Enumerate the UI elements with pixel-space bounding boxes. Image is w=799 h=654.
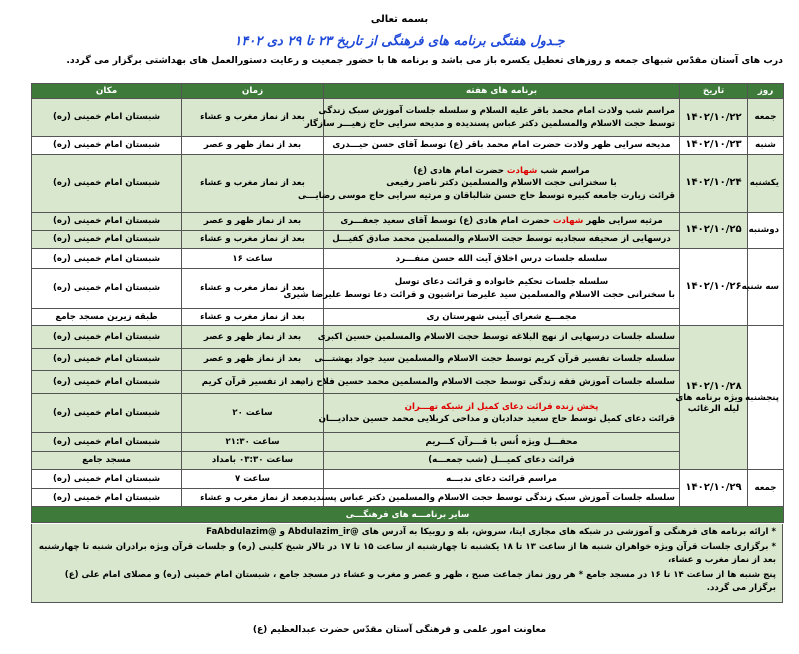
time-cell: بعد از نماز ظهر و عصر — [182, 348, 324, 371]
date-cell: ۱۴۰۲/۱۰/۲۵ — [680, 212, 748, 248]
date-cell: ۱۴۰۲/۱۰/۲۲ — [680, 99, 748, 136]
program-cell: مجمـــع شعرای آیینی شهرستان ری — [324, 308, 680, 326]
program-cell: محفـــل ویژه اُنس با قـــرآن کـــریم — [324, 433, 680, 452]
table-row — [32, 433, 784, 452]
table-row — [32, 231, 784, 249]
day-cell: جمعه — [748, 470, 784, 507]
program-cell — [283, 269, 680, 308]
program-line: قرائت زیارت جامعه کبیره توسط حاج حسن شالباقان و مرثیه سرایی حاج موسی رضایـــی — [297, 190, 675, 201]
table-row — [32, 326, 784, 349]
place-cell: شبستان امام خمینی (ره) — [32, 231, 182, 249]
date-note: ویژه برنامه های — [675, 393, 743, 404]
table-row — [32, 470, 784, 489]
schedule-table — [31, 83, 784, 523]
day-cell: دوشنبه — [748, 212, 784, 248]
program-line: مراسم شب ولادت امام محمد باقر علیه السلام و سلسله جلسات آموزش سبک زندگی — [318, 106, 675, 117]
time-cell: بعد از نماز مغرب و عشاء — [182, 155, 324, 213]
intro-text: درب های آستان مقدّس شبهای جمعه و روزهای تعطیل یکسره باز می باشد و برنامه ها با حضور جمعیت و رعایت دستورالعمل های بهداشتی برگزار می گردد. — [66, 55, 783, 66]
time-cell: بعد از نماز ظهر و عصر — [182, 136, 324, 155]
time-cell: بعد از تفسیر قرآن کریم — [182, 371, 324, 394]
date-value: ۱۴۰۲/۱۰/۲۸ — [685, 381, 742, 393]
place-cell: مسجد جامع — [32, 451, 182, 470]
time-cell: بعد از نماز مغرب و عشاء — [182, 269, 324, 308]
place-cell: طبقه زیرین مسجد جامع — [32, 308, 182, 326]
program-cell — [297, 155, 680, 213]
table-row — [32, 248, 784, 269]
other-programs-heading: سایر برنامـــه های فرهنگـــی — [32, 507, 784, 523]
program-line: با سخنرانی حجت الاسلام والمسلمین سید علیرضا تراشیون و قرائت دعا توسط علیرضا شیری — [283, 289, 675, 300]
day-cell: پنجشنبه — [748, 326, 784, 470]
table-row — [32, 212, 784, 231]
program-cell: سلسله جلسات آموزش سبک زندگی توسط حجت الاسلام والمسلمین دکتر عباس پسندیده — [324, 488, 680, 507]
date-cell: ۱۴۰۲/۱۰/۲۶ — [680, 248, 748, 325]
other-note-3: پنج شنبه ها از ساعت ۱۴ تا ۱۶ در مسجد جامع * هر روز نماز جماعت صبح ، ظهر و عصر و مغرب و عشاء در مسجد جامع ، شبستان امام خمینی (ره) و مصلای امام علی (ع) برگزار می گردد. — [64, 570, 776, 593]
date-cell: ۱۴۰۲/۱۰/۲۴ — [680, 155, 748, 213]
place-cell: شبستان امام خمینی (ره) — [32, 99, 182, 136]
time-cell: بعد از نماز مغرب و عشاء — [182, 308, 324, 326]
table-row — [32, 269, 784, 308]
program-line: توسط حجت الاسلام والمسلمین دکتر عباس پسندیده و مدیحه سرایی حاج زهیـــر سازگار — [304, 118, 675, 129]
place-cell: شبستان امام خمینی (ره) — [32, 470, 182, 489]
program-line: قرائت دعای کمیل توسط حاج سعید حدادیان و مداحی کربلایی محمد حسین حدادیـــان — [318, 414, 675, 425]
time-cell: بعد از نماز ظهر و عصر — [182, 326, 324, 349]
time-cell: بعد از نماز مغرب و عشاء — [182, 488, 324, 507]
live-broadcast-line: پخش زنده قرائت دعای کمیل از شبکه تهـــران — [404, 401, 599, 412]
program-cell — [304, 99, 680, 136]
date-note: لیله الرغائب — [687, 403, 740, 414]
table-row — [32, 394, 784, 433]
program-line: با سخنرانی حجت الاسلام والمسلمین دکتر ناصر رفیعی — [386, 178, 617, 189]
time-cell: ساعت ۷ — [182, 470, 324, 489]
day-cell: سه شنبه — [748, 248, 784, 325]
time-cell: بعد از نماز مغرب و عشاء — [182, 99, 324, 136]
table-row — [32, 308, 784, 326]
table-row — [32, 348, 784, 371]
other-note-1: * ارائه برنامه های فرهنگی و آموزشی در شبکه های مجازی ایتا، سروش، بله و روبیکا به آدرس های @Abdulazim_ir و @FaAbdulazim — [206, 527, 776, 537]
bism-heading: بسمه تعالی — [370, 14, 429, 25]
highlight-text: شهادت — [506, 165, 538, 176]
col-header-time: زمان — [182, 84, 324, 99]
time-cell: بعد از نماز مغرب و عشاء — [182, 231, 324, 249]
table-row — [32, 488, 784, 507]
program-text: مرثیه سرایی ظهر — [583, 216, 663, 227]
date-cell: ۱۴۰۲/۱۰/۲۳ — [680, 136, 748, 155]
place-cell: شبستان امام خمینی (ره) — [32, 371, 182, 394]
table-row — [32, 136, 784, 155]
col-header-date: تاریخ — [680, 84, 748, 99]
highlight-text: شهادت — [552, 216, 584, 227]
program-cell: مدیحه سرایی ظهر ولادت حضرت امام محمد باقر (ع) توسط آقای حسن حیـــدری — [324, 136, 680, 155]
program-cell: سلسله جلسات تفسیر قرآن کریم توسط حجت الاسلام والمسلمین سید جواد بهشتـــی — [324, 348, 680, 371]
table-row — [32, 99, 784, 136]
table-row — [32, 451, 784, 470]
time-cell: ساعت ۲۱:۳۰ — [182, 433, 324, 452]
place-cell: شبستان امام خمینی (ره) — [32, 136, 182, 155]
other-note-2: * برگزاری جلسات قرآن ویژه خواهران شنبه ها از ساعت ۱۳ تا ۱۸ یکشنبه تا چهارشنبه از ساعت ۱۵ تا ۱۷ در تالار شیخ کلینی (ره) و جلسات قرآن ویژه برادران شنبه تا چهارشنبه بعد از نماز مغرب و عشاء، — [38, 542, 776, 565]
place-cell: شبستان امام خمینی (ره) — [32, 488, 182, 507]
date-cell — [675, 326, 748, 470]
col-header-day: روز — [748, 84, 784, 99]
day-cell: یکشنبه — [748, 155, 784, 213]
place-cell: شبستان امام خمینی (ره) — [32, 326, 182, 349]
program-text: حضرت امام هادی (ع) توسط آقای سعید جعفـــری — [340, 216, 553, 227]
place-cell: شبستان امام خمینی (ره) — [32, 212, 182, 231]
col-header-program: برنامه های هفته — [324, 84, 680, 99]
day-cell: شنبه — [748, 136, 784, 155]
program-cell — [324, 212, 680, 231]
place-cell: شبستان امام خمینی (ره) — [32, 248, 182, 269]
table-header-row — [32, 84, 784, 99]
col-header-place: مکان — [32, 84, 182, 99]
place-cell: شبستان امام خمینی (ره) — [32, 348, 182, 371]
date-cell: ۱۴۰۲/۱۰/۲۹ — [680, 470, 748, 507]
program-cell: درسهایی از صحیفه سجادیه توسط حجت الاسلام والمسلمین محمد صادق کفیـــل — [324, 231, 680, 249]
place-cell: شبستان امام خمینی (ره) — [32, 394, 182, 433]
program-cell: سلسله جلسات آموزش فقه زندگی توسط حجت الاسلام والمسلمین محمد حسین فلاح زاده — [324, 371, 680, 394]
program-text: مراسم شب — [537, 165, 590, 176]
day-cell: جمعه — [748, 99, 784, 136]
place-cell: شبستان امام خمینی (ره) — [32, 433, 182, 452]
program-cell: سلسله جلسات درس اخلاق آیت الله حسن منفـــرد — [324, 248, 680, 269]
program-text: حضرت امام هادی (ع) — [413, 165, 507, 176]
program-cell: مراسم قرائت دعای ندبـــه — [324, 470, 680, 489]
place-cell: شبستان امام خمینی (ره) — [32, 269, 182, 308]
time-cell: ساعت ۰۳:۳۰ بامداد — [182, 451, 324, 470]
program-cell: قرائت دعای کمیـــل (شب جمعـــه) — [324, 451, 680, 470]
program-cell — [318, 394, 680, 433]
place-cell: شبستان امام خمینی (ره) — [32, 155, 182, 213]
time-cell: بعد از نماز ظهر و عصر — [182, 212, 324, 231]
time-cell: ساعت ۱۶ — [182, 248, 324, 269]
footer-text: معاونت امور علمی و فرهنگی آستان مقدّس حضرت عبدالعظیم (ع) — [252, 625, 547, 635]
program-line: سلسله جلسات تحکیم خانواده و قرائت دعای توسل — [394, 277, 609, 288]
table-row — [32, 155, 784, 213]
page-title: جـدول هفتگی برنامه های فرهنگی از تاریخ ۲۳ تا ۲۹ دی ۱۴۰۲ — [234, 34, 565, 49]
program-cell: سلسله جلسات درسهایی از نهج البلاغه توسط حجت الاسلام والمسلمین حسین اکبری — [324, 326, 680, 349]
other-programs-header-row — [32, 507, 784, 523]
table-row — [32, 371, 784, 394]
program-line — [328, 165, 675, 177]
time-cell: ساعت ۲۰ — [182, 394, 324, 433]
other-programs-box — [31, 524, 783, 603]
